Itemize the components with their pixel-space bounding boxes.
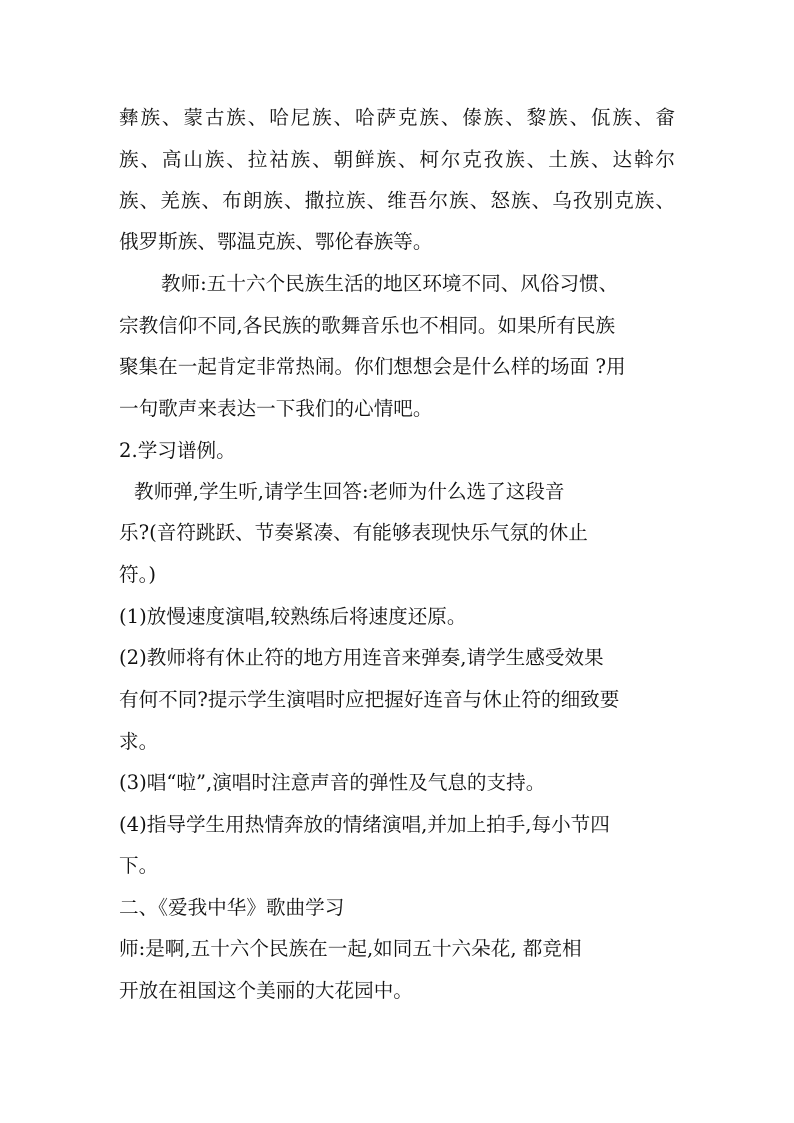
text-line: 聚集在一起肯定非常热闹。你们想想会是什么样的场面 ?用 — [119, 355, 626, 378]
text-line: 乐?(音符跳跃、节奏紧凑、有能够表现快乐气氛的休止 — [119, 521, 588, 544]
paragraph-text: 教师弹,学生听,请学生回答:老师为什么选了这段音 — [134, 480, 565, 503]
text-line: 俄罗斯族、鄂温克族、鄂伦春族等。 — [119, 230, 433, 253]
list-item: (3)唱“啦”,演唱时注意声音的弹性及气息的支持。 — [119, 771, 546, 794]
text-line: 符。) — [119, 563, 157, 586]
text-line: 宗教信仰不同,各民族的歌舞音乐也不相同。如果所有民族 — [119, 314, 616, 337]
text-line: 彝族、蒙古族、哈尼族、哈萨克族、傣族、黎族、佤族、畲 — [119, 106, 675, 129]
text-line: 一句歌声来表达一下我们的心情吧。 — [119, 397, 433, 420]
list-item: (1)放慢速度演唱,较熟练后将速度还原。 — [119, 605, 467, 628]
list-item: (2)教师将有休止符的地方用连音来弹奏,请学生感受效果 — [119, 646, 604, 669]
section-heading: 2.学习谱例。 — [119, 439, 236, 462]
text-line: 开放在祖国这个美丽的大花园中。 — [119, 979, 413, 1002]
text-line: 有何不同?提示学生演唱时应把握好连音与休止符的细致要 — [119, 688, 620, 711]
paragraph-text: 教师:五十六个民族生活的地区环境不同、风俗习惯、 — [161, 272, 619, 295]
text-line: 族、羌族、布朗族、撒拉族、维吾尔族、怒族、乌孜别克族、 — [119, 189, 675, 212]
list-item: (4)指导学生用热情奔放的情绪演唱,并加上拍手,每小节四 — [119, 813, 610, 836]
paragraph-text: 师:是啊,五十六个民族在一起,如同五十六朵花, 都竞相 — [119, 937, 582, 960]
text-line: 族、高山族、拉祜族、朝鲜族、柯尔克孜族、土族、达斡尔 — [119, 148, 675, 171]
text-line: 求。 — [119, 730, 159, 753]
text-line: 下。 — [119, 854, 159, 877]
section-heading: 二、《爱我中华》歌曲学习 — [119, 896, 345, 919]
